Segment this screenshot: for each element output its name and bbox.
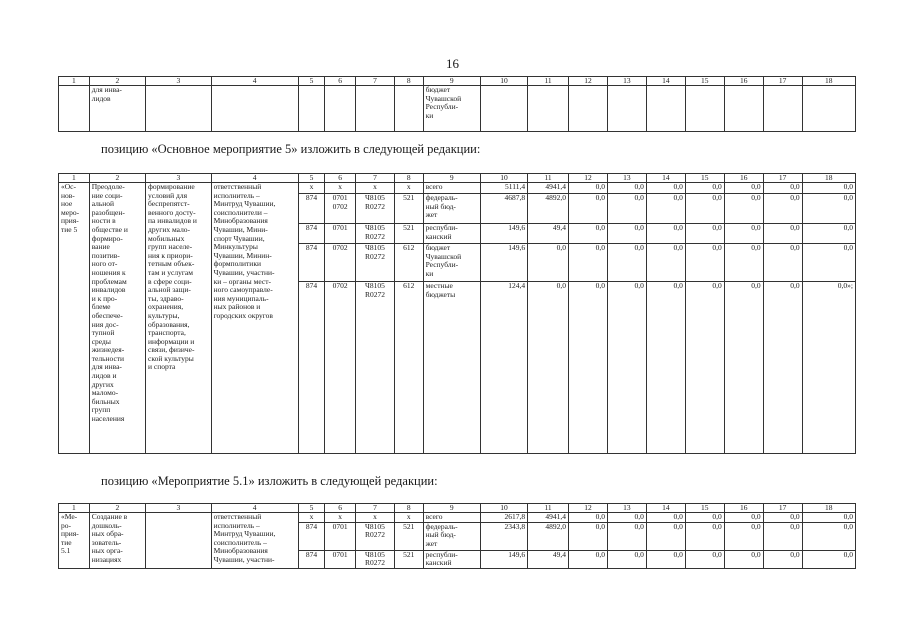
column-number: 10 (480, 77, 527, 86)
cell: 0,0 (763, 244, 802, 282)
cell: 521 (394, 194, 423, 224)
section-heading-1: позицию «Основное мероприятие 5» изложить в следующей редакции: (101, 142, 481, 156)
column-number: 5 (298, 77, 325, 86)
cell: 0,0 (802, 194, 855, 224)
cell: 0,0 (763, 194, 802, 224)
cell: x (325, 183, 356, 194)
cell: Ч8105 R0272 (356, 550, 395, 568)
cell: 0,0»; (802, 282, 855, 454)
column-number: 3 (146, 174, 212, 183)
cell: 874 (298, 282, 325, 454)
cell (724, 86, 763, 132)
column-number: 16 (724, 504, 763, 513)
section-heading-2: позицию «Мероприятие 5.1» изложить в следующей редакции: (101, 474, 438, 488)
cell: 0,0 (607, 282, 646, 454)
cell: 521 (394, 550, 423, 568)
cell: 0,0 (763, 224, 802, 244)
column-number: 18 (802, 504, 855, 513)
cell: 0,0 (802, 183, 855, 194)
cell: 0,0 (528, 244, 569, 282)
cell: 4941,4 (528, 513, 569, 523)
cell: всего (423, 183, 480, 194)
cell: республи- канский (423, 550, 480, 568)
cell (528, 86, 569, 132)
cell: 0,0 (569, 183, 608, 194)
cell: 0,0 (802, 244, 855, 282)
cell: 0,0 (607, 224, 646, 244)
column-number: 6 (325, 504, 356, 513)
column-number: 10 (480, 174, 527, 183)
cell: 0,0 (646, 513, 685, 523)
cell-goal: формирование условий для беспрепятст- венного досту- па инвалидов и других мало- мобильных групп населе- ния к приори- тетным объек- там и услугам в сфере соци- альной защи- ты, здраво- охранения, культуры, образования, транспорта, информации и связи, физиче- ской культуры и спорта (146, 183, 212, 454)
event-5-1-table (58, 503, 856, 569)
column-number: 14 (646, 174, 685, 183)
cell: x (394, 183, 423, 194)
cell: 0,0 (569, 244, 608, 282)
column-number: 7 (356, 174, 395, 183)
column-number: 2 (89, 504, 145, 513)
column-number: 15 (685, 504, 724, 513)
cell-goal (146, 513, 212, 569)
cell: 0,0 (685, 550, 724, 568)
cell: для инва- лидов (89, 86, 145, 132)
cell: 0,0 (646, 522, 685, 550)
cell: 0,0 (724, 183, 763, 194)
column-number: 13 (607, 77, 646, 86)
cell: 0701 0702 (325, 194, 356, 224)
cell: 0,0 (763, 282, 802, 454)
column-number: 8 (394, 504, 423, 513)
cell: 874 (298, 550, 325, 568)
cell: 521 (394, 522, 423, 550)
cell (685, 86, 724, 132)
column-number: 3 (146, 77, 212, 86)
cell: 874 (298, 244, 325, 282)
column-number: 18 (802, 77, 855, 86)
cell (325, 86, 356, 132)
column-number: 14 (646, 77, 685, 86)
column-number: 1 (59, 174, 90, 183)
column-number: 17 (763, 77, 802, 86)
cell: 0,0 (724, 522, 763, 550)
cell: 612 (394, 282, 423, 454)
cell: 5111,4 (480, 183, 527, 194)
cell: 124,4 (480, 282, 527, 454)
column-number: 4 (211, 504, 298, 513)
cell: x (298, 513, 325, 523)
cell (298, 86, 325, 132)
cell: 0,0 (724, 550, 763, 568)
cell: 0,0 (685, 522, 724, 550)
cell: 0,0 (569, 550, 608, 568)
column-number: 1 (59, 77, 90, 86)
column-number: 15 (685, 174, 724, 183)
column-number: 12 (569, 504, 608, 513)
cell (211, 86, 298, 132)
cell: 0,0 (646, 244, 685, 282)
cell: 0,0 (802, 513, 855, 523)
cell: Ч8105 R0272 (356, 522, 395, 550)
cell-title: Преодоле- ние соци- альной разобщен- ности в обществе и формиро- вание позитив- ного от- ношения к проблемам инвалидов и к про- блеме обеспече- ния дос- тупной среды жизнедея- тельности для инва- лидов и других маломо- бильных групп населения (89, 183, 145, 454)
table-row (59, 86, 856, 132)
cell: 2343,8 (480, 522, 527, 550)
cell: 0,0 (607, 194, 646, 224)
column-number: 17 (763, 504, 802, 513)
column-number: 6 (325, 77, 356, 86)
column-number: 1 (59, 504, 90, 513)
column-number: 14 (646, 504, 685, 513)
cell (480, 86, 527, 132)
column-number-row (59, 174, 856, 183)
cell (394, 86, 423, 132)
column-number: 16 (724, 174, 763, 183)
cell: 4941,4 (528, 183, 569, 194)
cell: республи- канский (423, 224, 480, 244)
cell: 0,0 (763, 550, 802, 568)
cell: 0,0 (569, 224, 608, 244)
cell: 0702 (325, 244, 356, 282)
cell (356, 86, 395, 132)
column-number: 9 (423, 504, 480, 513)
cell: 521 (394, 224, 423, 244)
column-number: 5 (298, 504, 325, 513)
cell: 4892,0 (528, 522, 569, 550)
cell: 0,0 (802, 224, 855, 244)
cell (569, 86, 608, 132)
cell-position: «Ме- ро- прия- тие 5.1 (59, 513, 90, 569)
cell (802, 86, 855, 132)
cell: 0,0 (569, 194, 608, 224)
column-number: 9 (423, 174, 480, 183)
cell: 49,4 (528, 224, 569, 244)
column-number: 4 (211, 77, 298, 86)
column-number: 10 (480, 504, 527, 513)
cell: Ч8105 R0272 (356, 194, 395, 224)
cell: 0,0 (607, 183, 646, 194)
column-number: 11 (528, 504, 569, 513)
column-number-row (59, 77, 856, 86)
cell: 0,0 (607, 513, 646, 523)
cell: 0,0 (685, 244, 724, 282)
cell: 0,0 (685, 194, 724, 224)
cell: 0,0 (685, 224, 724, 244)
column-number: 11 (528, 77, 569, 86)
cell: федераль- ный бюд- жет (423, 522, 480, 550)
column-number: 15 (685, 77, 724, 86)
cell: 0,0 (763, 513, 802, 523)
cell: 0,0 (569, 282, 608, 454)
cell-executors: ответственный исполнитель – Минтруд Чувашии, соисполнители – Минобразования Чувашии, Мини- спорт Чувашии, Минкультуры Чувашии, Минин- формполитики Чувашии, участни- ки – органы мест- ного самоуправле- ния муниципаль- ных районов и городских округов (211, 183, 298, 454)
cell (146, 86, 212, 132)
cell: бюджет Чувашской Республи- ки (423, 244, 480, 282)
cell: 0,0 (646, 183, 685, 194)
main-event-5-table (58, 173, 856, 454)
cell: x (356, 183, 395, 194)
cell: 612 (394, 244, 423, 282)
cell: 0701 (325, 224, 356, 244)
cell: местные бюджеты (423, 282, 480, 454)
cell (59, 86, 90, 132)
cell: Ч8105 R0272 (356, 282, 395, 454)
cell: 0,0 (724, 224, 763, 244)
cell: 0,0 (763, 522, 802, 550)
cell: 0,0 (802, 550, 855, 568)
cell: 874 (298, 194, 325, 224)
column-number: 8 (394, 174, 423, 183)
column-number: 2 (89, 77, 145, 86)
cell: 0,0 (646, 282, 685, 454)
table-row (59, 513, 856, 523)
cell: всего (423, 513, 480, 523)
column-number: 18 (802, 174, 855, 183)
cell: 0,0 (569, 522, 608, 550)
column-number: 9 (423, 77, 480, 86)
cell: 874 (298, 224, 325, 244)
column-number: 3 (146, 504, 212, 513)
column-number: 17 (763, 174, 802, 183)
cell: 0701 (325, 522, 356, 550)
cell-title: Создание в дошколь- ных обра- зователь- ных орга- низациях (89, 513, 145, 569)
cell: Ч8105 R0272 (356, 224, 395, 244)
cell: 0,0 (646, 194, 685, 224)
cell: 49,4 (528, 550, 569, 568)
cell: 149,6 (480, 224, 527, 244)
cell: бюджет Чувашской Республи- ки (423, 86, 480, 132)
page-number: 16 (446, 56, 459, 71)
cell: 0,0 (607, 244, 646, 282)
cell-executors: ответственный исполнитель – Минтруд Чувашии, соисполнитель – Минобразования Чувашии, участни- (211, 513, 298, 569)
column-number: 7 (356, 77, 395, 86)
cell: 0,0 (685, 282, 724, 454)
cell: x (356, 513, 395, 523)
cell: 0,0 (685, 513, 724, 523)
cell: 0,0 (607, 522, 646, 550)
cell (763, 86, 802, 132)
cell (607, 86, 646, 132)
cell: 4892,0 (528, 194, 569, 224)
cell: 874 (298, 522, 325, 550)
cell: 0701 (325, 550, 356, 568)
cell: 149,6 (480, 550, 527, 568)
column-number: 2 (89, 174, 145, 183)
column-number: 16 (724, 77, 763, 86)
cell: 0,0 (569, 513, 608, 523)
cell: 0,0 (724, 194, 763, 224)
column-number: 6 (325, 174, 356, 183)
cell: 0,0 (802, 522, 855, 550)
cell: 0,0 (528, 282, 569, 454)
column-number: 13 (607, 174, 646, 183)
cell: 0,0 (685, 183, 724, 194)
continuation-table (58, 76, 856, 132)
column-number: 5 (298, 174, 325, 183)
cell: x (298, 183, 325, 194)
cell: x (325, 513, 356, 523)
cell: федераль- ный бюд- жет (423, 194, 480, 224)
cell: 0,0 (763, 183, 802, 194)
cell: 2617,8 (480, 513, 527, 523)
cell: x (394, 513, 423, 523)
column-number-row (59, 504, 856, 513)
cell: Ч8105 R0272 (356, 244, 395, 282)
column-number: 8 (394, 77, 423, 86)
column-number: 7 (356, 504, 395, 513)
cell (646, 86, 685, 132)
column-number: 12 (569, 77, 608, 86)
cell: 149,6 (480, 244, 527, 282)
column-number: 4 (211, 174, 298, 183)
cell: 0,0 (724, 244, 763, 282)
cell: 0,0 (607, 550, 646, 568)
table-row (59, 183, 856, 194)
cell-position: «Ос- нов- ное меро- прия- тие 5 (59, 183, 90, 454)
cell: 0,0 (724, 282, 763, 454)
column-number: 11 (528, 174, 569, 183)
cell: 0,0 (646, 550, 685, 568)
cell: 0,0 (724, 513, 763, 523)
column-number: 13 (607, 504, 646, 513)
cell: 0,0 (646, 224, 685, 244)
cell: 4687,8 (480, 194, 527, 224)
cell: 0702 (325, 282, 356, 454)
column-number: 12 (569, 174, 608, 183)
